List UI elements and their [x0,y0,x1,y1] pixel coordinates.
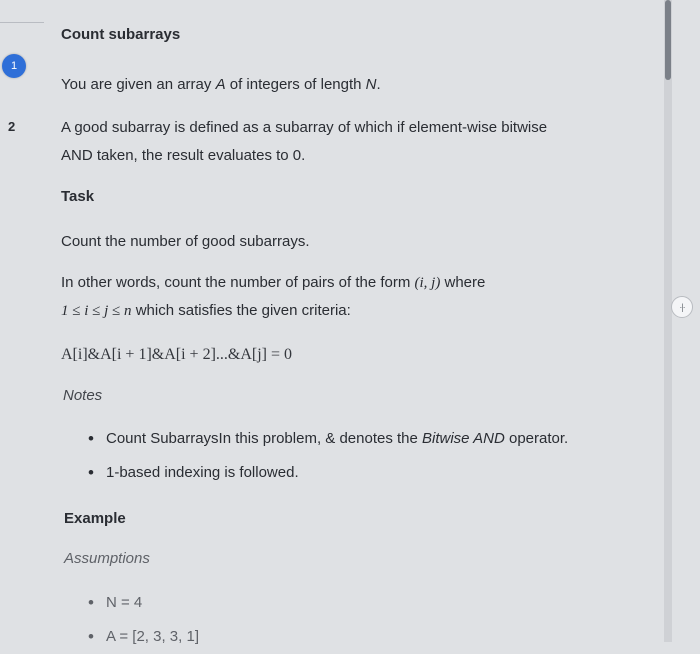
list-item [88,422,568,456]
scrollbar-thumb[interactable] [665,0,671,80]
list-item [88,620,199,654]
array-symbol: A [215,76,226,93]
resize-handle-icon[interactable]: ·|· [671,296,693,318]
assumption-n: N = 4 [106,594,143,611]
note-suffix: operator. [504,430,569,447]
problem-title: Count subarrays [61,26,181,43]
condition-math: 1 ≤ i ≤ j ≤ n [61,303,132,319]
other-words-suffix: where [440,274,486,291]
assumption-a: A = [2, 3, 3, 1] [106,628,199,645]
note-prefix: Count SubarraysIn this problem, & denotes the [106,430,423,447]
pair-math: (i, j) [414,275,441,291]
notes-heading: Notes [63,387,103,404]
task-heading: Task [61,188,95,205]
intro-mid: of integers of length [225,76,366,93]
scrollbar-track[interactable] [664,0,672,642]
definition-paragraph [61,114,547,170]
condition-suffix: which satisfies the given criteria: [131,302,351,319]
note-text: 1-based indexing is followed. [106,464,299,481]
assumptions-heading: Assumptions [64,550,150,567]
task-text: Count the number of good subarrays. [61,233,310,250]
list-item [88,456,568,490]
gutter-divider [0,22,44,23]
list-item [88,586,199,620]
and-formula: A[i]&A[i + 1]&A[i + 2]...&A[j] = 0 [61,346,293,363]
note-italic: Bitwise AND [422,430,505,447]
example-heading: Example [64,510,126,527]
notes-list [88,422,568,490]
question-badge-icon[interactable]: 1 [2,54,26,78]
intro-end: . [376,76,381,93]
intro-prefix: You are given an array [61,76,216,93]
length-symbol: N [365,76,377,93]
intro-paragraph [61,71,381,99]
definition-line-2: AND taken, the result evaluates to 0. [61,147,306,164]
other-words-prefix: In other words, count the number of pairs of the form [61,274,415,291]
definition-line-1: A good subarray is defined as a subarray of which if element-wise bitwise [61,119,548,136]
other-words-paragraph [61,269,485,325]
line-number: 2 [8,119,16,134]
assumptions-list [88,586,199,654]
